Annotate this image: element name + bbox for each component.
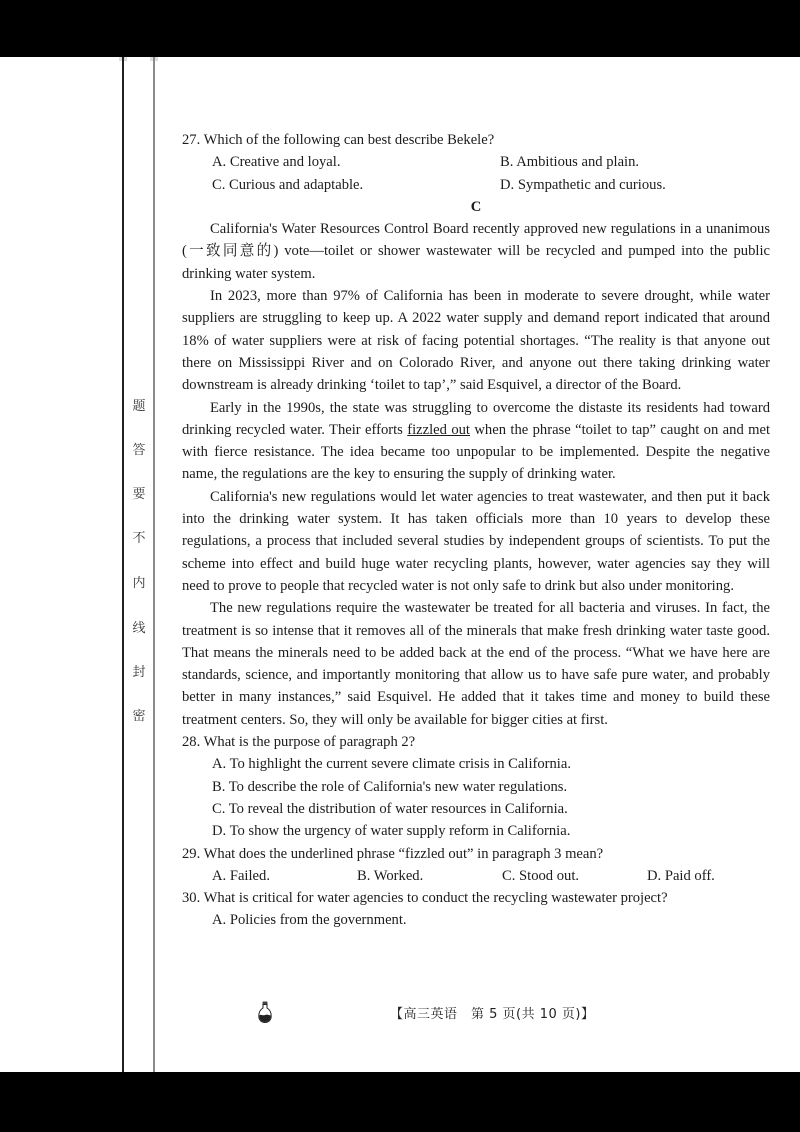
page-footer	[0, 1001, 800, 1025]
question-29-stem: 29. What does the underlined phrase “fizzled out” in paragraph 3 mean?	[182, 845, 604, 862]
option-c: C. To reveal the distribution of water resources in California.	[212, 800, 568, 817]
option-d: D. Paid off.	[647, 867, 715, 884]
underlined-phrase: fizzled out	[407, 421, 470, 438]
page-number-label: 【高三英语 第 5 页(共 10 页)】	[390, 1007, 595, 1022]
exam-content	[182, 129, 770, 932]
passage-paragraph-1: California's Water Resources Control Board recently approved new regulations in a unanimous (一致同意的) vote—toilet or shower wastewater will be recycled and pumped into the public drinking water system.	[182, 221, 770, 282]
option-a: A. Policies from the government.	[212, 912, 407, 929]
seal-char: 要	[132, 487, 146, 502]
seal-char: 密	[132, 709, 146, 724]
passage-paragraph-2: In 2023, more than 97% of California has been in moderate to severe drought, while water suppliers are struggling to keep up. A 2022 water supply and demand report indicated that around 18% of water suppliers were at risk of facing potential shortages. “The reality is that anyone out there on Mississippi River and on Colorado River, and anyone out there taking drinking water downstream is already drinking ‘toilet to tap’,” said Esquivel, a director of the Board.	[182, 288, 770, 394]
exam-page	[0, 57, 800, 1072]
bottle-icon	[258, 1001, 272, 1023]
option-b: B. Worked.	[357, 867, 424, 884]
passage-paragraph-4: California's new regulations would let water agencies to treat wastewater, and then put it back into the drinking water system. It has taken officials more than 10 years to develop these regulations, a process that included several studies by independent groups of scientists. To put the scheme into effect and build huge water recycling plants, however, water agencies say they will need to prove to people that recycled water is not only safe to drink but also under monitoring.	[182, 488, 770, 594]
passage-heading: C	[470, 198, 482, 215]
passage-paragraph-3	[182, 397, 770, 486]
paragraph-text: Early in the 1990s, the state was struggling to overcome the distaste its residents had toward drinking recycled water. Their efforts	[182, 399, 770, 438]
option-b: B. To describe the role of California's new water regulations.	[212, 778, 568, 795]
question-29-options	[182, 865, 770, 887]
paragraph-text: when the phrase “toilet to tap” caught on and met with fierce resistance. The idea became too unpopular to be implemented. Despite the negative name, the regulations are the key to ensuring the supply of drinking water.	[182, 421, 771, 483]
binding-line-outer	[122, 57, 124, 1072]
option-d: D. Sympathetic and curious.	[500, 176, 666, 193]
question-30-stem: 30. What is critical for water agencies to conduct the recycling wastewater project?	[182, 890, 668, 907]
option-b: B. Ambitious and plain.	[500, 154, 640, 171]
option-c: C. Curious and adaptable.	[212, 176, 364, 193]
seal-char: 线	[132, 621, 146, 636]
option-c: C. Stood out.	[502, 867, 580, 884]
question-27-stem: 27. Which of the following can best describe Bekele?	[182, 132, 495, 148]
option-a: A. Creative and loyal.	[212, 154, 341, 171]
binding-line-inner	[153, 57, 155, 1072]
option-d: D. To show the urgency of water supply reform in California.	[212, 823, 571, 840]
question-28-stem: 28. What is the purpose of paragraph 2?	[182, 734, 416, 751]
option-a: A. Failed.	[212, 867, 270, 884]
question-27-options	[182, 151, 770, 196]
seal-char: 封	[132, 665, 146, 680]
option-a: A. To highlight the current severe climate crisis in California.	[212, 756, 571, 773]
seal-char: 答	[132, 443, 146, 458]
seal-char: 内	[132, 576, 146, 591]
seal-char: 题	[132, 399, 146, 414]
passage-paragraph-5: The new regulations require the wastewater be treated for all bacteria and viruses. In fact, the treatment is so intense that it removes all of the minerals that make fresh drinking water taste good. That means the minerals need to be added back at the end of the process. “What we have here are standards, science, and importantly monitoring that allow us to have safe pure water, and probably better in many instances,” said Esquivel. He added that it takes time and money to build these treatment centers. So, they will only be available for bigger cities at first.	[182, 600, 770, 728]
seal-char: 不	[132, 531, 146, 546]
